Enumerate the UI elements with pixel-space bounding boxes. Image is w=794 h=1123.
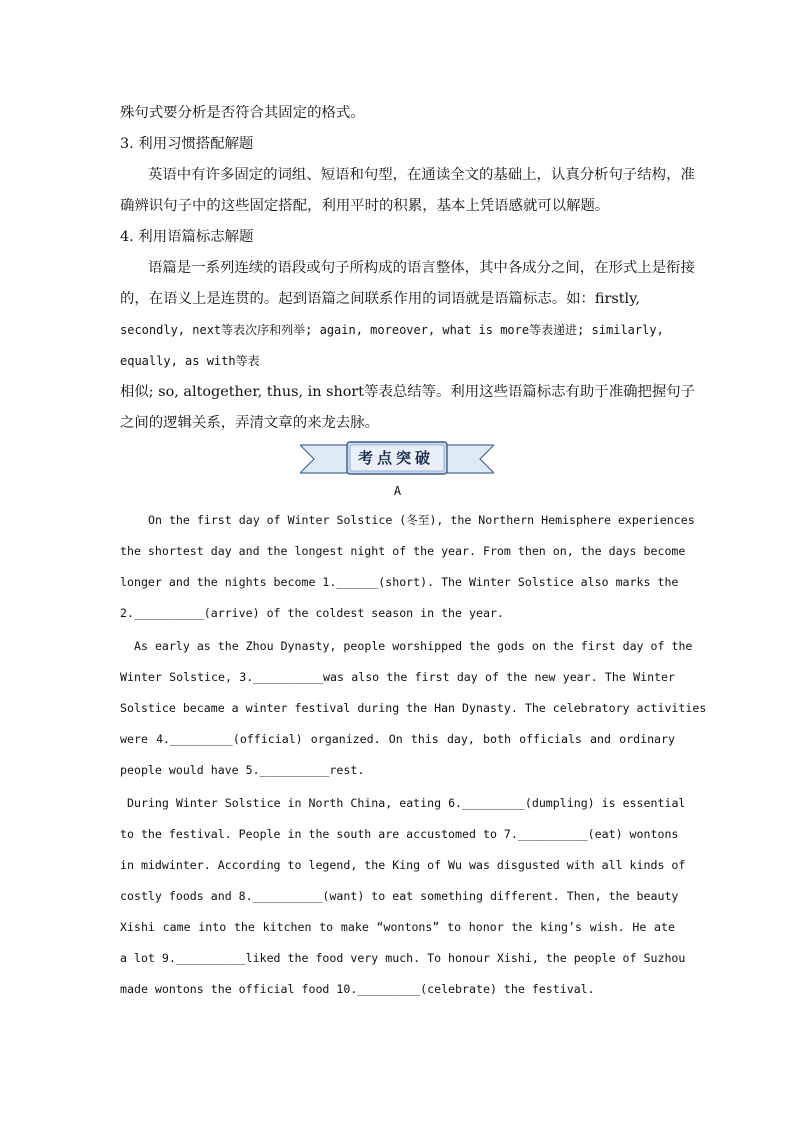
passage-line: During Winter Solstice in North China, eating 6._________(dumpling) is essential bbox=[127, 796, 686, 810]
text-line: 相似; so, altogether, thus, in short等表总结等。利用这些语篇标志有助于准确把握句子 bbox=[120, 384, 696, 400]
passage-paragraph-2 bbox=[120, 631, 707, 786]
section-label: A bbox=[393, 484, 402, 498]
passage-line: 2.__________(arrive) of the coldest season in the year. bbox=[120, 606, 504, 620]
text-line: secondly, next等表次序和列举; again, moreover, what is more等表递进; similarly, bbox=[120, 323, 664, 337]
passage-line: people would have 5.__________rest. bbox=[120, 763, 365, 777]
passage-line: a lot 9.__________liked the food very much. To honour Xishi, the people of Suzhou bbox=[120, 951, 686, 965]
passage-line: the shortest day and the longest night of the year. From then on, the days become bbox=[120, 544, 686, 558]
passage-line: Solstice became a winter festival during the Han Dynasty. The celebratory activities bbox=[120, 701, 707, 715]
passage-line: in midwinter. According to legend, the King of Wu was disgusted with all kinds of bbox=[120, 858, 686, 872]
passage-line: Xishi came into the kitchen to make “wontons” to honor the king’s wish. He ate bbox=[120, 920, 675, 934]
text-line: 之间的逻辑关系，弄清文章的来龙去脉。 bbox=[120, 415, 380, 431]
passage-paragraph-3 bbox=[120, 788, 686, 1005]
passage-paragraph-1 bbox=[120, 505, 695, 629]
passage-line: costly foods and 8.__________(want) to eat something different. Then, the beauty bbox=[120, 889, 679, 903]
text-line: equally, as with等表 bbox=[120, 354, 260, 368]
passage-line: to the festival. People in the south are accustomed to 7.__________(eat) wontons bbox=[120, 827, 679, 841]
section-banner bbox=[120, 441, 675, 477]
banner-title: 考点突破 bbox=[357, 449, 434, 467]
text-line: 英语中有许多固定的词组、短语和句型，在通读全文的基础上，认真分析句子结构，准 bbox=[148, 167, 695, 183]
passage-line: On the first day of Winter Solstice (冬至), the Northern Hemisphere experiences bbox=[148, 513, 695, 527]
text-line: 殊句式要分析是否符合其固定的格式。 bbox=[120, 105, 365, 121]
text-line: 的，在语义上是连贯的。起到语篇之间联系作用的词语就是语篇标志。如：firstly, bbox=[120, 291, 640, 307]
passage-line: Winter Solstice, 3.__________was also the first day of the new year. The Winter bbox=[120, 670, 675, 684]
passage-line: As early as the Zhou Dynasty, people worshipped the gods on the first day of the bbox=[134, 639, 693, 653]
document-page bbox=[120, 98, 707, 1005]
text-line: 确辨识句子中的这些固定搭配，利用平时的积累，基本上凭语感就可以解题。 bbox=[120, 198, 610, 214]
passage-line: longer and the nights become 1.______(short). The Winter Solstice also marks the bbox=[120, 575, 679, 589]
passage-line: made wontons the official food 10._________(celebrate) the festival. bbox=[120, 982, 595, 996]
heading-4: 4. 利用语篇标志解题 bbox=[120, 229, 254, 245]
heading-3: 3. 利用习惯搭配解题 bbox=[120, 136, 254, 152]
passage-line: were 4._________(official) organized. On this day, both officials and ordinary bbox=[120, 732, 675, 746]
text-line: 语篇是一系列连续的语段或句子所构成的语言整体，其中各成分之间，在形式上是衔接 bbox=[148, 260, 695, 276]
